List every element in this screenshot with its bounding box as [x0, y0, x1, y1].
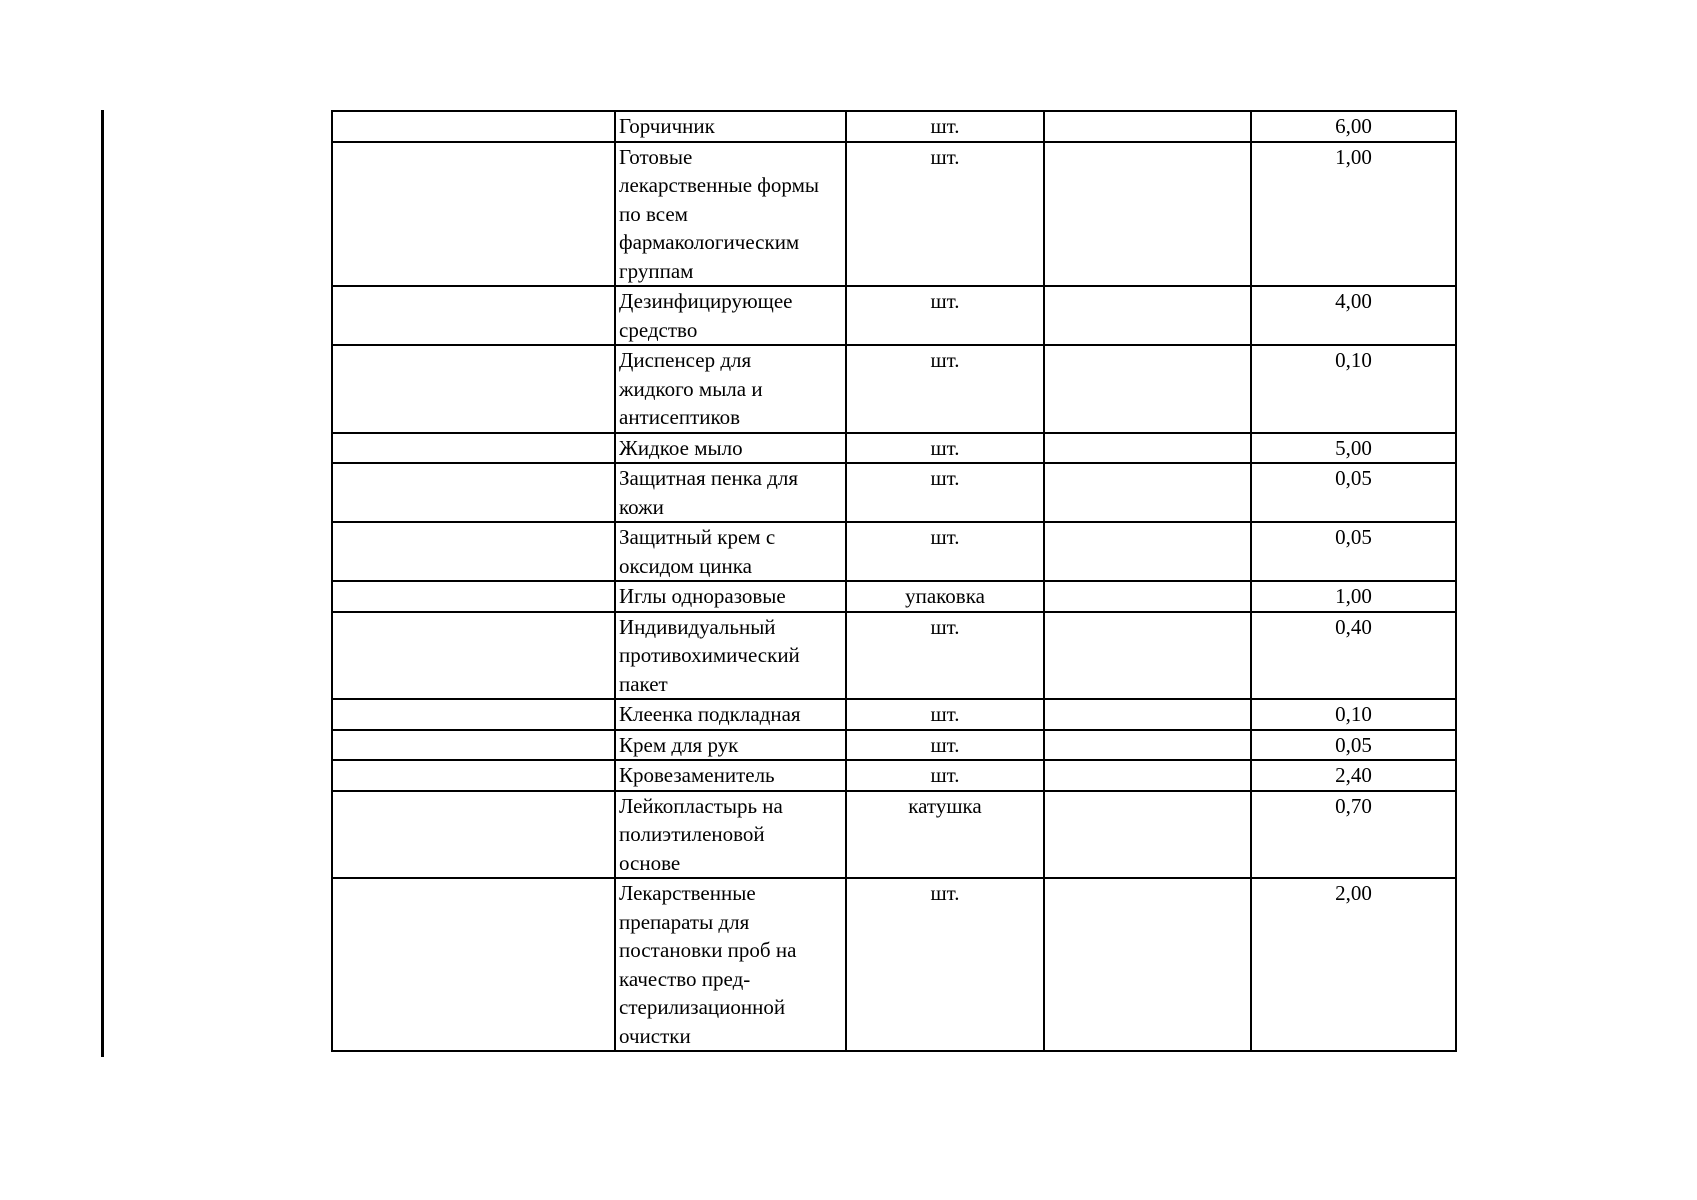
- item-name-cell: Дезинфицирующее средство: [615, 286, 846, 345]
- table-row: [332, 878, 1456, 1051]
- table-row: [332, 463, 1456, 522]
- quantity-cell: 1,00: [1251, 581, 1456, 612]
- blank-cell: [332, 760, 615, 791]
- quantity-cell: 0,10: [1251, 699, 1456, 730]
- empty-cell: [1044, 433, 1251, 464]
- blank-cell: [332, 463, 615, 522]
- blank-cell: [332, 142, 615, 287]
- table-row: [332, 581, 1456, 612]
- blank-cell: [332, 111, 615, 142]
- page-margin-line: [101, 110, 104, 1057]
- table-row: [332, 433, 1456, 464]
- empty-cell: [1044, 699, 1251, 730]
- item-name-cell: Защитный крем с оксидом цинка: [615, 522, 846, 581]
- quantity-cell: 0,70: [1251, 791, 1456, 879]
- quantity-cell: 4,00: [1251, 286, 1456, 345]
- quantity-cell: 0,10: [1251, 345, 1456, 433]
- table-row: [332, 522, 1456, 581]
- table-row: [332, 730, 1456, 761]
- empty-cell: [1044, 286, 1251, 345]
- empty-cell: [1044, 730, 1251, 761]
- quantity-cell: 2,00: [1251, 878, 1456, 1051]
- blank-cell: [332, 878, 615, 1051]
- empty-cell: [1044, 111, 1251, 142]
- quantity-cell: 2,40: [1251, 760, 1456, 791]
- unit-cell: шт.: [846, 111, 1044, 142]
- unit-cell: шт.: [846, 878, 1044, 1051]
- empty-cell: [1044, 581, 1251, 612]
- empty-cell: [1044, 791, 1251, 879]
- unit-cell: шт.: [846, 730, 1044, 761]
- unit-cell: шт.: [846, 699, 1044, 730]
- item-name-cell: Жидкое мыло: [615, 433, 846, 464]
- quantity-cell: 0,05: [1251, 522, 1456, 581]
- blank-cell: [332, 730, 615, 761]
- unit-cell: упаковка: [846, 581, 1044, 612]
- unit-cell: шт.: [846, 612, 1044, 700]
- empty-cell: [1044, 345, 1251, 433]
- quantity-cell: 0,05: [1251, 730, 1456, 761]
- supplies-table: [331, 110, 1457, 1052]
- item-name-cell: Крем для рук: [615, 730, 846, 761]
- item-name-cell: Лейкопластырь на полиэтиленовой основе: [615, 791, 846, 879]
- table-row: [332, 791, 1456, 879]
- item-name-cell: Готовые лекарственные формы по всем фармакологическим группам: [615, 142, 846, 287]
- empty-cell: [1044, 463, 1251, 522]
- unit-cell: шт.: [846, 463, 1044, 522]
- unit-cell: шт.: [846, 345, 1044, 433]
- empty-cell: [1044, 522, 1251, 581]
- empty-cell: [1044, 142, 1251, 287]
- quantity-cell: 5,00: [1251, 433, 1456, 464]
- unit-cell: катушка: [846, 791, 1044, 879]
- unit-cell: шт.: [846, 142, 1044, 287]
- empty-cell: [1044, 760, 1251, 791]
- item-name-cell: Горчичник: [615, 111, 846, 142]
- blank-cell: [332, 699, 615, 730]
- blank-cell: [332, 522, 615, 581]
- unit-cell: шт.: [846, 522, 1044, 581]
- item-name-cell: Защитная пенка для кожи: [615, 463, 846, 522]
- item-name-cell: Диспенсер для жидкого мыла и антисептиков: [615, 345, 846, 433]
- blank-cell: [332, 345, 615, 433]
- table-body: [332, 111, 1456, 1051]
- unit-cell: шт.: [846, 433, 1044, 464]
- blank-cell: [332, 286, 615, 345]
- item-name-cell: Клеенка подкладная: [615, 699, 846, 730]
- blank-cell: [332, 581, 615, 612]
- unit-cell: шт.: [846, 286, 1044, 345]
- quantity-cell: 0,05: [1251, 463, 1456, 522]
- table-row: [332, 612, 1456, 700]
- quantity-cell: 6,00: [1251, 111, 1456, 142]
- table-row: [332, 286, 1456, 345]
- quantity-cell: 0,40: [1251, 612, 1456, 700]
- table-row: [332, 760, 1456, 791]
- table-row: [332, 699, 1456, 730]
- empty-cell: [1044, 878, 1251, 1051]
- blank-cell: [332, 612, 615, 700]
- table-row: [332, 142, 1456, 287]
- quantity-cell: 1,00: [1251, 142, 1456, 287]
- blank-cell: [332, 433, 615, 464]
- item-name-cell: Индивидуальный противохимический пакет: [615, 612, 846, 700]
- empty-cell: [1044, 612, 1251, 700]
- table-row: [332, 111, 1456, 142]
- item-name-cell: Иглы одноразовые: [615, 581, 846, 612]
- blank-cell: [332, 791, 615, 879]
- unit-cell: шт.: [846, 760, 1044, 791]
- item-name-cell: Лекарственные препараты для постановки проб на качество пред- стерилизационной очистки: [615, 878, 846, 1051]
- item-name-cell: Кровезаменитель: [615, 760, 846, 791]
- table-row: [332, 345, 1456, 433]
